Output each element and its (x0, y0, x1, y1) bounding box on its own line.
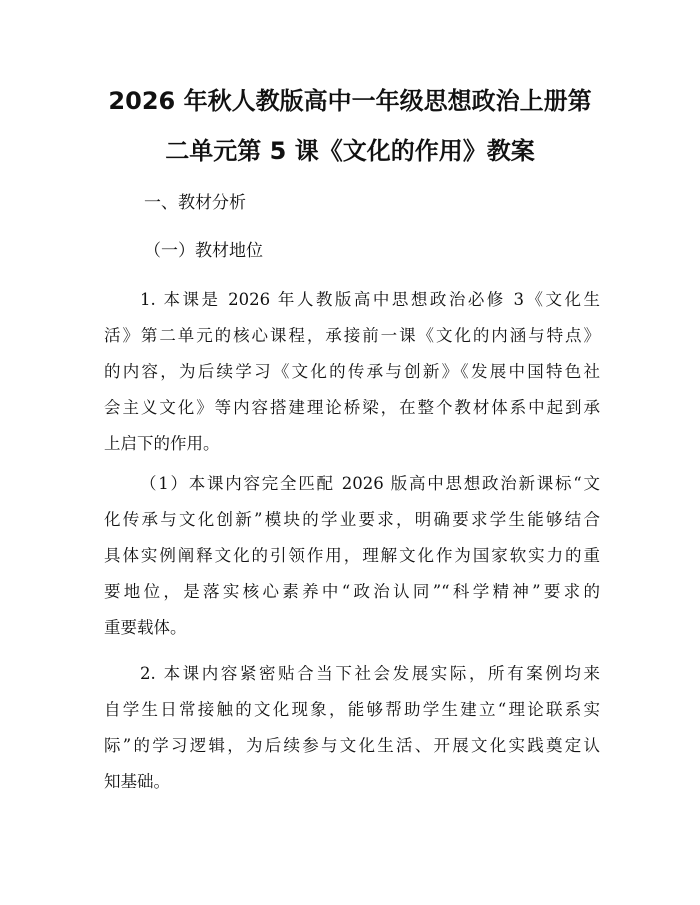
paragraph-line: 1. 本课是 2026 年人教版高中思想政治必修 3《文化生 (140, 290, 600, 309)
paragraph-line: 的内容，为后续学习《文化的传承与创新》《发展中国特色社 (104, 362, 600, 381)
paragraph-line: 际”的学习逻辑，为后续参与文化生活、开展文化实践奠定认 (104, 736, 600, 755)
paragraph-line: 重要载体。 (104, 618, 187, 637)
paragraph-2 (104, 466, 600, 646)
paragraph-1 (104, 282, 600, 462)
paragraph-line: 化传承与文化创新”模块的学业要求，明确要求学生能够结合 (104, 510, 600, 529)
paragraph-line: 要地位，是落实核心素养中“政治认同”“科学精神”要求的 (104, 582, 600, 601)
subsection-heading-textbook-status: （一）教材地位 (144, 241, 263, 261)
paragraph-line: 2. 本课内容紧密贴合当下社会发展实际，所有案例均来 (140, 664, 600, 683)
paragraph-line: 会主义文化》等内容搭建理论桥梁，在整个教材体系中起到承 (104, 398, 600, 417)
paragraph-line: 自学生日常接触的文化现象，能够帮助学生建立“理论联系实 (104, 700, 600, 719)
paragraph-line: 活》第二单元的核心课程，承接前一课《文化的内涵与特点》 (104, 326, 600, 345)
document-title-line-2: 二单元第 5 课《文化的作用》教案 (165, 137, 535, 165)
paragraph-3 (104, 656, 600, 800)
paragraph-line: 知基础。 (104, 772, 170, 791)
paragraph-line: 上启下的作用。 (104, 434, 220, 453)
section-heading-textbook-analysis: 一、教材分析 (144, 193, 246, 213)
document-title-line-1: 2026 年秋人教版高中一年级思想政治上册第 (108, 87, 592, 115)
paragraph-line: 具体实例阐释文化的引领作用，理解文化作为国家软实力的重 (104, 546, 600, 565)
paragraph-line: （1）本课内容完全匹配 2026 版高中思想政治新课标“文 (140, 474, 600, 493)
